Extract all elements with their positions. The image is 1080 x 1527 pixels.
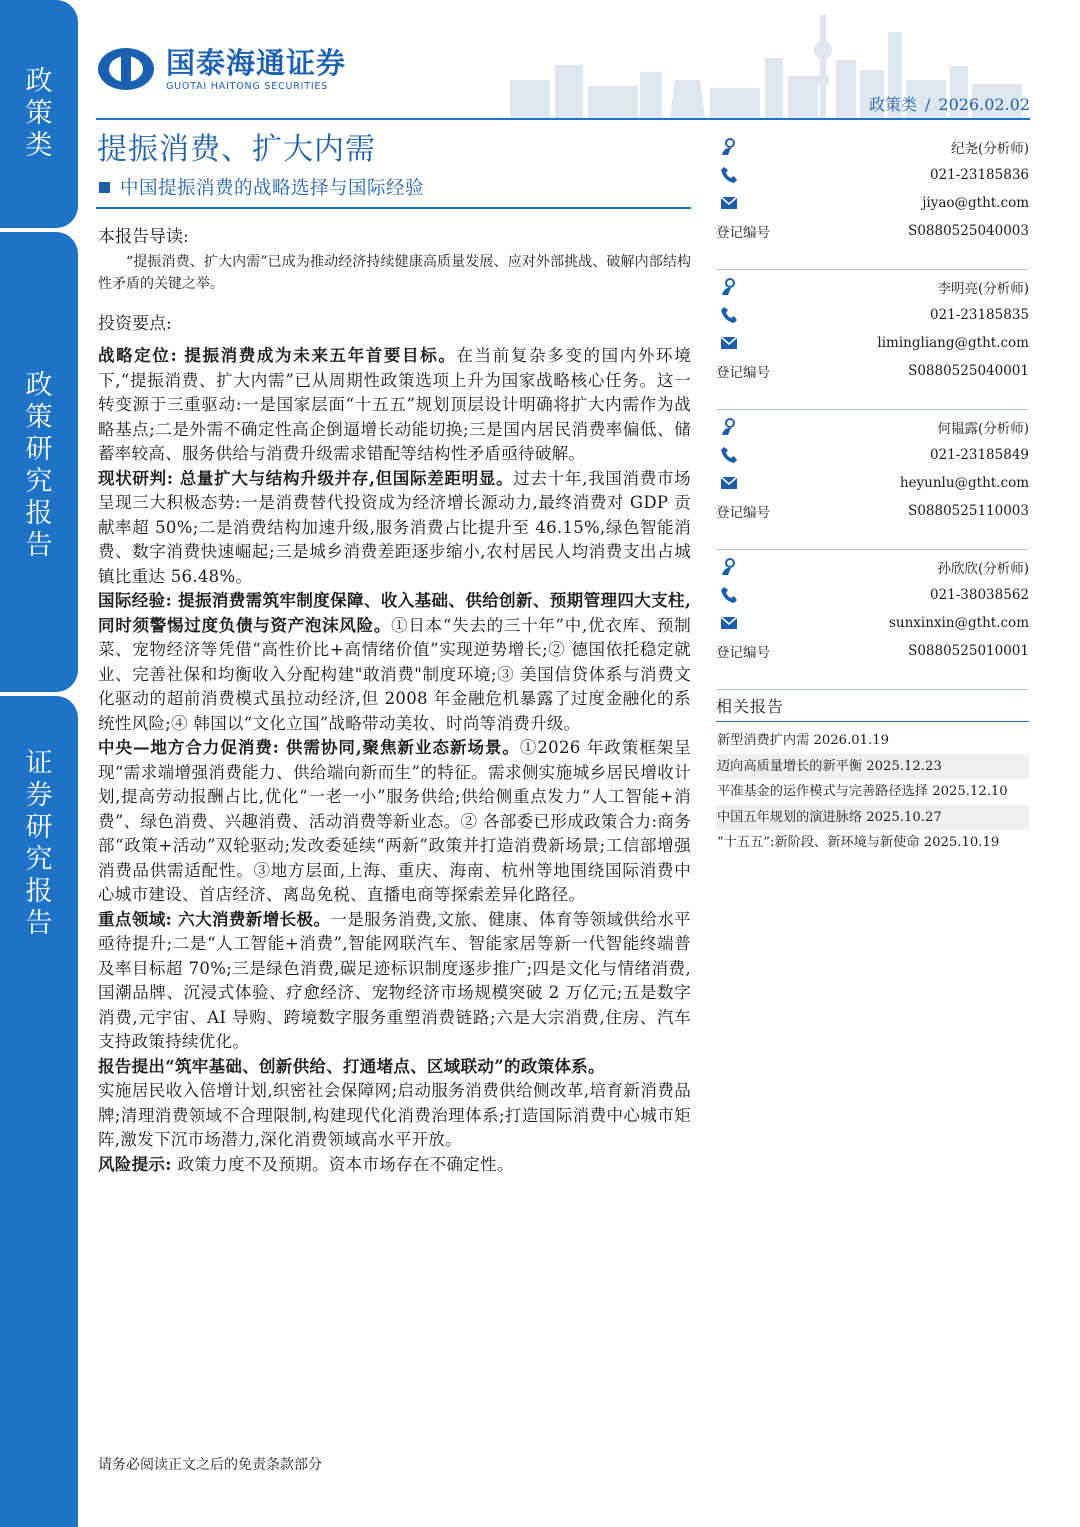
title-divider bbox=[96, 207, 691, 209]
side-tab-char: 研 bbox=[25, 812, 53, 843]
user-icon bbox=[716, 137, 742, 157]
side-tab-char: 报 bbox=[25, 498, 53, 529]
analyst-name: 纪尧(分析师) bbox=[950, 141, 1029, 157]
analyst-email[interactable]: jiyao@gtht.com bbox=[922, 195, 1029, 211]
mail-icon bbox=[716, 476, 742, 490]
point-body: 一是服务消费,文旅、健康、体育等领域供给水平亟待提升;二是“人工智能+消费”,智能网联汽车、智能家居等新一代智能终端普及率目标超 70%;三是绿色消费,碳足迹标识制度逐步推广;四是文化与情绪消费,国潮品牌、沉浸式体验、疗愈经济、宠物经济市场规模突破 2 万亿元;五是数字消费,元宇宙、AI 导购、跨境数字服务重塑消费链路;六是大宗消费,住房、汽车支持政策持续优化。 bbox=[98, 909, 691, 1051]
logo-emblem-icon bbox=[96, 46, 156, 92]
analyst-name: 孙欣欣(分析师) bbox=[937, 561, 1029, 577]
registration-label: 登记编号 bbox=[716, 225, 770, 241]
report-date: 2026.02.02 bbox=[938, 95, 1030, 114]
brand-logo bbox=[96, 46, 346, 92]
analyst-email[interactable]: limingliang@gtht.com bbox=[877, 335, 1029, 351]
square-bullet-icon bbox=[99, 182, 110, 193]
report-summary bbox=[98, 218, 691, 1177]
related-reports bbox=[716, 694, 1029, 856]
point-body: 政策力度不及预期。资本市场存在不确定性。 bbox=[177, 1154, 514, 1174]
side-tab-char: 类 bbox=[25, 130, 53, 161]
analyst-phone: 021-23185836 bbox=[929, 167, 1029, 183]
registration-label: 登记编号 bbox=[716, 365, 770, 381]
report-title: 提振消费、扩大内需 bbox=[97, 132, 376, 167]
report-category: 政策类 bbox=[868, 95, 917, 114]
point-body: 实施居民收入倍增计划,织密社会保障网;启动服务消费供给侧改革,培育新消费品牌;清理消费领域不合理限制,构建现代化消费治理体系;打造国际消费中心城市矩阵,激发下沉市场潜力,深化消费领域高水平开放。 bbox=[98, 1081, 691, 1149]
investment-point bbox=[98, 908, 691, 1055]
related-report-link[interactable]: 迈向高质量增长的新平衡 2025.12.23 bbox=[716, 754, 1029, 780]
registration-label: 登记编号 bbox=[716, 645, 770, 661]
side-tab-policy-research bbox=[0, 232, 78, 692]
analyst-card bbox=[716, 410, 1029, 550]
phone-icon bbox=[716, 166, 742, 184]
side-tab-char: 券 bbox=[25, 780, 53, 811]
user-icon bbox=[716, 557, 742, 577]
analyst-phone: 021-23185835 bbox=[929, 307, 1029, 323]
analyst-name: 李明亮(分析师) bbox=[937, 281, 1029, 297]
side-tab-policy bbox=[0, 0, 78, 228]
point-body: ①2026 年政策框架呈现“需求端增强消费能力、供给端向新而生”的特征。需求侧实施城乡居民增收计划,提高劳动报酬占比,优化“一老一小”服务供给;供给侧重点发力“人工智能+消费”、绿色消费、兴趣消费、活动消费等新业态。② 各部委已形成政策合力:商务部“政策+活动”双轮驱动;发改委延续“两新”政策并打造消费新场景;工信部增强消费品供需适配性。③地方层面,上海、重庆、海南、杭州等地围绕国际消费中心城市建设、首店经济、离岛免税、直播电商等探索差异化路径。 bbox=[98, 738, 691, 904]
point-lead: 战略定位: 提振消费成为未来五年首要目标。 bbox=[98, 346, 457, 365]
investment-point bbox=[98, 467, 691, 590]
side-tab-char: 策 bbox=[25, 402, 53, 433]
phone-icon bbox=[716, 306, 742, 324]
analyst-card bbox=[716, 550, 1029, 690]
brand-name-cn: 国泰海通证券 bbox=[166, 45, 347, 80]
side-tab-char: 究 bbox=[25, 844, 53, 875]
side-tab-char: 报 bbox=[25, 876, 53, 907]
point-lead: 风险提示: bbox=[98, 1154, 178, 1174]
investment-points bbox=[98, 344, 691, 1177]
analyst-card bbox=[716, 130, 1029, 270]
side-tab-char: 告 bbox=[25, 908, 53, 939]
investment-point bbox=[98, 736, 691, 908]
registration-number: S0880525040001 bbox=[908, 363, 1029, 379]
analyst-card bbox=[716, 270, 1029, 410]
side-tab-char: 研 bbox=[25, 434, 53, 465]
brand-name-en: GUOTAI HAITONG SECURITIES bbox=[166, 80, 329, 92]
investment-point bbox=[98, 589, 691, 736]
header-divider bbox=[96, 118, 1030, 120]
related-list bbox=[716, 728, 1029, 856]
point-body: 过去十年,我国消费市场呈现三大积极态势:一是消费替代投资成为经济增长源动力,最终消费对 GDP 贡献率超 50%;二是消费结构加速升级,服务消费占比提升至 46.15%,绿色智能消费、数字消费快速崛起;三是城乡消费差距逐步缩小,农村居民人均消费支出占城镇比重达 56.48%。 bbox=[98, 468, 691, 586]
related-report-link[interactable]: 中国五年规划的演进脉络 2025.10.27 bbox=[716, 805, 1029, 831]
analyst-list bbox=[716, 130, 1029, 690]
related-report-link[interactable]: 平准基金的运作模式与完善路径选择 2025.12.10 bbox=[717, 784, 1008, 799]
side-tab-char: 究 bbox=[25, 466, 53, 497]
user-icon bbox=[716, 277, 742, 297]
analyst-email[interactable]: sunxinxin@gtht.com bbox=[888, 615, 1029, 631]
phone-icon bbox=[716, 586, 742, 604]
guide-heading: 本报告导读: bbox=[98, 227, 189, 247]
phone-icon bbox=[716, 446, 742, 464]
investment-point bbox=[98, 344, 691, 467]
side-tab-char: 策 bbox=[25, 98, 53, 129]
analyst-phone: 021-38038562 bbox=[929, 587, 1029, 603]
point-body: ①日本“失去的三十年”中,优衣库、预制菜、宠物经济等凭借“高性价比+高情绪价值”实现逆势增长;② 德国依托稳定就业、完善社保和均衡收入分配构建"敢消费"制度环境;③ 美国信贷体系与消费文化驱动的超前消费模式虽拉动经济,但 2008 年金融危机暴露了过度金融化的系统性风险;④ 韩国以“文化立国”战略带动美妆、时尚等消费升级。 bbox=[98, 615, 691, 733]
report-subtitle bbox=[99, 174, 424, 200]
points-heading: 投资要点: bbox=[98, 314, 172, 334]
side-tab-securities-research bbox=[0, 696, 78, 1527]
subtitle-text: 中国提振消费的战略选择与国际经验 bbox=[120, 178, 425, 199]
analyst-phone: 021-23185849 bbox=[929, 447, 1029, 463]
point-body: 在当前复杂多变的国内外环境下,“提振消费、扩大内需”已从周期性政策选项上升为国家战略核心任务。这一转变源于三重驱动:一是国家层面“十五五”规划顶层设计明确将扩大内需作为战略基点;二是外需不确定性高企倒逼增长动能切换;三是国内居民消费率偏低、储蓄率较高、服务供给与消费升级需求错配等结构性矛盾亟待破解。 bbox=[98, 346, 691, 463]
meta-separator: / bbox=[925, 95, 931, 114]
analyst-name: 何韫露(分析师) bbox=[937, 421, 1029, 437]
related-report-link[interactable]: 新型消费扩内需 2026.01.19 bbox=[717, 733, 890, 748]
point-lead: 重点领域: 六大消费新增长极。 bbox=[98, 909, 331, 929]
registration-label: 登记编号 bbox=[716, 505, 770, 521]
related-heading: 相关报告 bbox=[716, 694, 1029, 722]
user-icon bbox=[716, 417, 742, 437]
point-lead: 报告提出“筑牢基础、创新供给、打通堵点、区域联动”的政策体系。 bbox=[98, 1056, 605, 1076]
investment-point bbox=[98, 1055, 691, 1153]
mail-icon bbox=[716, 196, 742, 210]
related-report-link[interactable]: “十五五”:新阶段、新环境与新使命 2025.10.19 bbox=[717, 835, 1000, 850]
side-tab-char: 告 bbox=[25, 530, 53, 561]
guide-text: “提振消费、扩大内需”已成为推动经济持续健康高质量发展、应对外部挑战、破解内部结构性矛盾的关键之举。 bbox=[98, 254, 691, 292]
point-lead: 现状研判: 总量扩大与结构升级并存,但国际差距明显。 bbox=[98, 468, 514, 488]
mail-icon bbox=[716, 336, 742, 350]
investment-point bbox=[98, 1153, 691, 1178]
side-tab-char: 政 bbox=[25, 370, 53, 401]
registration-number: S0880525110003 bbox=[908, 503, 1029, 519]
point-lead: 中央—地方合力促消费: 供需协同,聚焦新业态新场景。 bbox=[98, 738, 520, 757]
report-meta bbox=[869, 92, 1030, 115]
analyst-email[interactable]: heyunlu@gtht.com bbox=[899, 475, 1029, 491]
point-lead: 国际经验: 提振消费需筑牢制度保障、收入基础、供给创新、预期管理四大支柱,同时须警惕过度负债与资产泡沫风险。 bbox=[98, 591, 691, 635]
disclaimer-note: 请务必阅读正文之后的免责条款部分 bbox=[98, 1457, 322, 1473]
mail-icon bbox=[716, 616, 742, 630]
registration-number: S0880525040003 bbox=[908, 223, 1029, 239]
side-tab-char: 证 bbox=[25, 748, 53, 779]
side-tab-char: 政 bbox=[25, 66, 53, 97]
registration-number: S0880525010001 bbox=[908, 643, 1029, 659]
